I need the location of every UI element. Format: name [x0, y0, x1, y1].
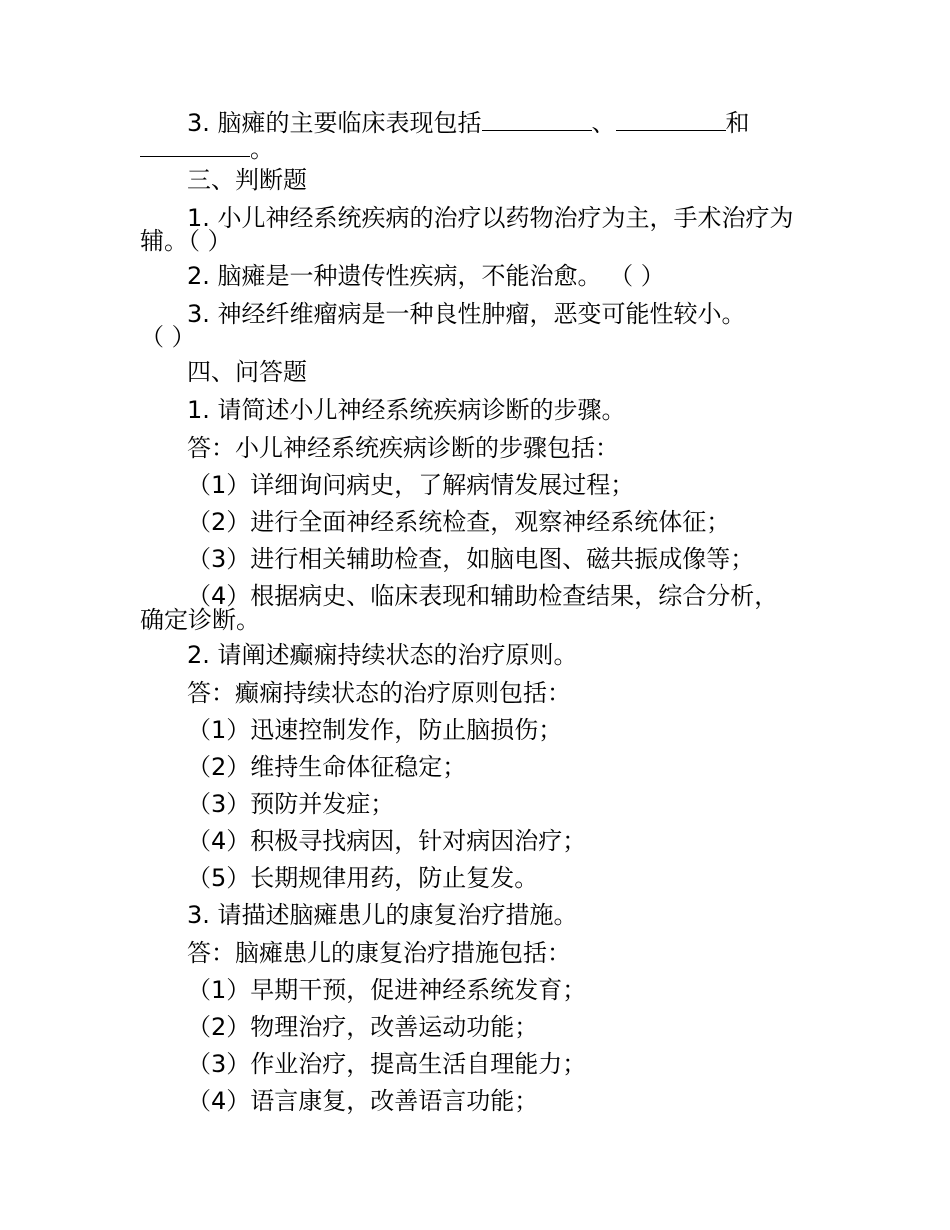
sa-answer-1-intro: 答：小儿神经系统疾病诊断的步骤包括： — [187, 434, 619, 462]
sa-question-1: 1. 请简述小儿神经系统疾病诊断的步骤。 — [187, 396, 626, 424]
fill-blank-question-3-cont — [140, 134, 274, 163]
answer-blank-1 — [482, 108, 592, 131]
list-item: （2）维持生命体征稳定； — [187, 753, 467, 781]
sa-question-3: 3. 请描述脑瘫患儿的康复治疗措施。 — [187, 901, 578, 929]
list-item: （4）语言康复，改善语言功能； — [187, 1087, 539, 1115]
list-item: （1）迅速控制发作，防止脑损伤； — [187, 716, 563, 744]
section-heading-true-false: 三、判断题 — [187, 166, 307, 194]
sa-answer-3-intro: 答：脑瘫患儿的康复治疗措施包括： — [187, 939, 571, 967]
list-item: （1）早期干预，促进神经系统发育； — [187, 976, 587, 1004]
list-item: （2）进行全面神经系统检查，观察神经系统体征； — [187, 508, 731, 536]
list-item: （3）预防并发症； — [187, 790, 395, 818]
list-item: （2）物理治疗，改善运动功能； — [187, 1013, 539, 1041]
section-heading-short-answer: 四、问答题 — [187, 358, 307, 386]
tf-question-2: 2. 脑瘫是一种遗传性疾病，不能治愈。 （ ） — [187, 262, 665, 290]
answer-blank-3 — [140, 134, 250, 157]
list-item-cont: 确定诊断。 — [140, 606, 260, 634]
separator: 、 — [591, 109, 616, 137]
list-item: （4）根据病史、临床表现和辅助检查结果，综合分析， — [187, 582, 779, 610]
tf-question-3: 3. 神经纤维瘤病是一种良性肿瘤，恶变可能性较小。 — [187, 300, 746, 328]
list-item: （3）作业治疗，提高生活自理能力； — [187, 1050, 587, 1078]
sa-question-2: 2. 请阐述癫痫持续状态的治疗原则。 — [187, 641, 578, 669]
answer-blank-2 — [616, 108, 726, 131]
end-mark: 。 — [250, 135, 274, 163]
separator: 和 — [725, 109, 750, 137]
question-text: 3. 脑瘫的主要临床表现包括 — [187, 109, 482, 137]
fill-blank-question-3 — [187, 108, 750, 137]
tf-question-3-cont: （ ） — [140, 323, 196, 351]
list-item: （3）进行相关辅助检查，如脑电图、磁共振成像等； — [187, 545, 755, 573]
sa-answer-2-intro: 答：癫痫持续状态的治疗原则包括： — [187, 679, 571, 707]
list-item: （1）详细询问病史，了解病情发展过程； — [187, 471, 635, 499]
tf-question-1-cont: 辅。（ ） — [140, 227, 232, 255]
tf-question-1: 1. 小儿神经系统疾病的治疗以药物治疗为主，手术治疗为 — [187, 204, 794, 232]
list-item: （5）长期规律用药，防止复发。 — [187, 864, 539, 892]
list-item: （4）积极寻找病因，针对病因治疗； — [187, 827, 587, 855]
